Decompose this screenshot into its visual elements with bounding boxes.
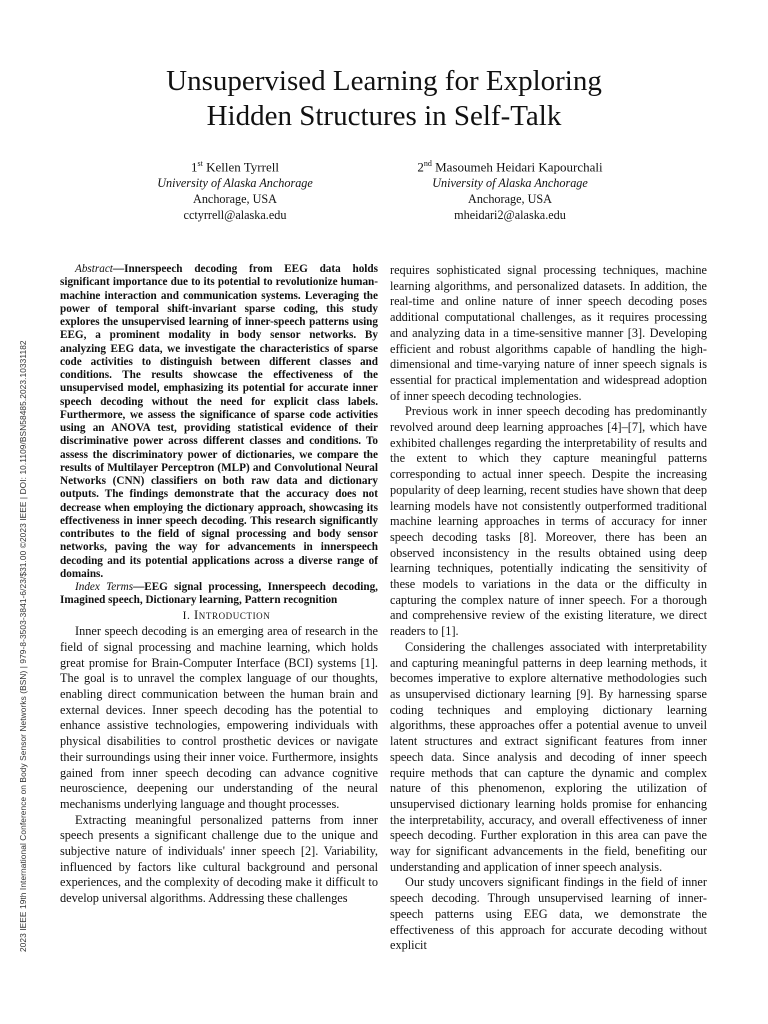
author-2-email: mheidari2@alaska.edu — [454, 208, 566, 223]
paragraph: Our study uncovers significant findings in the field of inner speech decoding. Through unsupervised learning of inner-speech patterns using EEG data, we demonstrate the effectiveness of this approach for accurate decoding without explicit — [390, 875, 707, 953]
right-column — [390, 263, 707, 954]
index-terms — [60, 581, 378, 608]
author-1-name: Kellen Tyrrell — [206, 159, 279, 175]
abstract-label: Abstract — [75, 263, 113, 275]
section-heading-introduction — [60, 608, 378, 625]
paper-title — [0, 64, 768, 134]
abstract — [60, 263, 378, 581]
author-1-ordinal: 1 — [191, 159, 198, 175]
author-1-ordinal-suffix: st — [197, 159, 203, 168]
doi-sidebar-text: 2023 IEEE 19th International Conference on Body Sensor Networks (BSN) | 979-8-3503-3841-6/23/$31.00 ©2023 IEEE | DOI: 10.1109/BSN58485.2023.10331182 — [18, 340, 28, 952]
abstract-text: —Innerspeech decoding from EEG data holds significant importance due to its potential to revolutionize human-machine interaction and communication systems. Leveraging the power of temporal shift-invariant sparse coding, this study explores the unsupervised learning of inner-speech patterns using EEG, a prominent modality in body sensor networks. By analyzing EEG data, we investigate the characteristics of sparse code activities to distinguish between different classes and conditions. The results showcase the effectiveness of the unsupervised model, emphasizing its potential for accurate inner speech decoding without the need for explicit class labels. Furthermore, we assess the significance of sparse code activities using an ANOVA test, providing statistical evidence of their discriminative power across different classes and conditions. To assess the discriminatory power of dictionaries, we compare the results of Multilayer Perceptron (MLP) and Convolutional Neural Networks (CNN) classifiers on both raw data and dictionary outputs. The findings demonstrate that the accuracy does not decrease when employing the dictionary approach, showcasing its effectiveness in inner speech decoding. This research significantly contributes to the field of signal processing and body sensor networks, paving the way for advancements in innerspeech decoding and its potential applications across a diverse range of domains. — [60, 263, 378, 580]
section-numeral: I. — [182, 609, 191, 622]
index-terms-text: —EEG signal processing, Innerspeech decoding, Imagined speech, Dictionary learning, Pattern recognition — [60, 581, 378, 607]
paragraph: Extracting meaningful personalized patterns from inner speech presents a significant challenge due to the unique and subjective nature of individuals' inner speech [2]. Variability, influenced by factors like cultural background and personal experiences, and the complexity of decoding make it difficult to develop universal algorithms. Addressing these challenges — [60, 812, 378, 906]
title-line-2: Hidden Structures in Self-Talk — [206, 100, 562, 132]
doi-sidebar — [2, 262, 28, 952]
author-1-email: cctyrrell@alaska.edu — [183, 208, 287, 223]
author-2-affiliation: University of Alaska Anchorage — [432, 176, 588, 191]
author-block-2 — [385, 156, 635, 223]
author-2-location: Anchorage, USA — [468, 192, 552, 207]
author-block-1 — [110, 156, 360, 223]
author-1-location: Anchorage, USA — [193, 192, 277, 207]
author-2-ordinal-suffix: nd — [423, 159, 432, 168]
author-1-affiliation: University of Alaska Anchorage — [157, 176, 313, 191]
paragraph: Inner speech decoding is an emerging area of research in the field of signal processing and machine learning, which holds great promise for Brain-Computer Interface (BCI) systems [1]. The goal is to unravel the complex language of our thoughts, enabling direct communication between the human brain and external devices. Inner speech decoding has the potential to enhance assistive technologies, empowering individuals with physical disabilities to control prosthetic devices or navigate their surroundings using their inner voice. Furthermore, insights gained from inner speech decoding can advance cognitive neuroscience, deepening our understanding of the neural mechanisms underlying language and thought processes. — [60, 624, 378, 811]
paragraph: Considering the challenges associated with interpretability and capturing meaningful patterns in deep learning methods, it becomes imperative to explore alternative methodologies such as unsupervised dictionary learning [9]. By harnessing sparse coding techniques and employing dictionary learning algorithms, these approaches offer a potential avenue to unveil latent structures and extract significant features from inner speech data. Since analysis and decoding of inner speech require methods that can capture the dynamic and complex nature of this phenomenon, exploring the utilization of unsupervised dictionary learning holds promise for enhancing the interpretability, accuracy, and overall effectiveness of inner speech decoding. Further exploration in this area can pave the way for significant advancements in the field, benefiting our understanding and application of inner speech analysis. — [390, 639, 707, 874]
title-line-1: Unsupervised Learning for Exploring — [166, 65, 602, 97]
author-2-ordinal: 2 — [417, 159, 424, 175]
author-2-name: Masoumeh Heidari Kapourchali — [435, 159, 603, 175]
index-terms-label: Index Terms — [75, 581, 134, 593]
left-column — [60, 263, 378, 907]
paragraph: Previous work in inner speech decoding has predominantly revolved around deep learning approaches [4]–[7], which have exhibited challenges regarding the interpretability of results and the extent to which they capture meaningful patterns corresponding to actual inner speech. Despite the increasing popularity of deep learning, recent studies have shown that deep learning models have not consistently outperformed traditional machine learning approaches in terms of accuracy for inner speech decoding tasks [8]. Moreover, there has been an observed inconsistency in the results obtained using deep learning techniques, potentially indicating the sensitivity of these models to variations in the data or the difficulty in capturing the complex nature of inner speech. For a thorough and comprehensive review of the existing literature, we direct readers to [1]. — [390, 404, 707, 639]
paragraph: requires sophisticated signal processing techniques, machine learning algorithms, and personalized datasets. In addition, the real-time and online nature of inner speech decoding poses additional computational challenges, as it requires processing and analyzing data in a time-sensitive manner [3]. Developing efficient and robust algorithms capable of handling the high-dimensional and time-varying nature of inner speech signals is essential for practical implementation and widespread adoption of inner speech decoding technologies. — [390, 263, 707, 403]
section-title: Introduction — [194, 607, 271, 622]
